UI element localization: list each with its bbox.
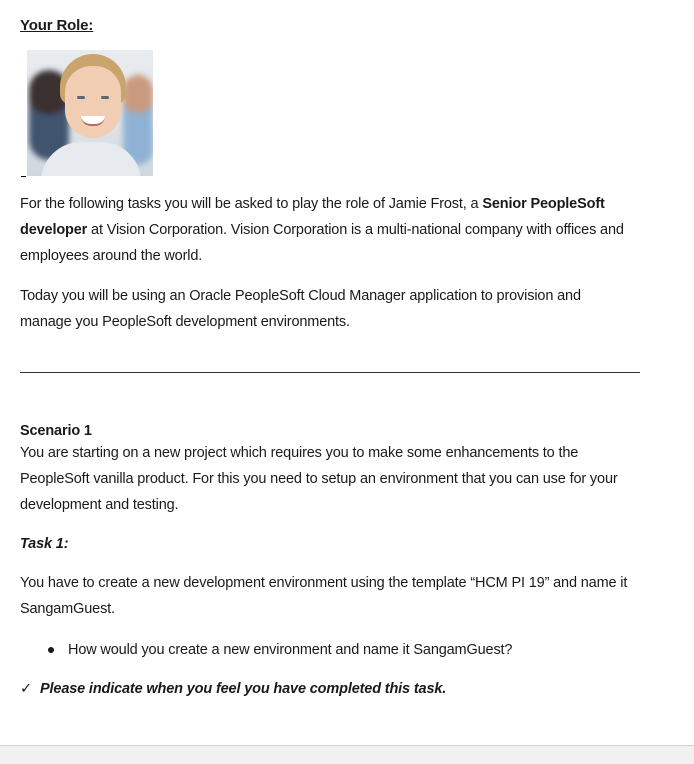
- task-title: Task 1:: [20, 536, 69, 552]
- checkmark-icon: ✓: [20, 681, 32, 697]
- bullet-icon: [48, 647, 54, 653]
- divider: [20, 372, 640, 373]
- profile-photo: [27, 50, 153, 176]
- scenario-title: Scenario 1: [20, 423, 92, 439]
- completion-text: Please indicate when you feel you have completed this task.: [40, 681, 447, 697]
- question-text: How would you create a new environment and name it SangamGuest?: [68, 642, 513, 658]
- task-text: You have to create a new development environment using the template “HCM PI 19” and name it SangamGuest.: [20, 575, 628, 617]
- page-footer-bar: [0, 745, 694, 764]
- completion-note: [20, 676, 446, 702]
- task-question: [48, 637, 512, 663]
- tools-paragraph: Today you will be using an Oracle PeopleSoft Cloud Manager application to provision and manage you PeopleSoft development environments.: [20, 288, 581, 330]
- stray-mark: [21, 176, 26, 177]
- role-title: Senior PeopleSoft developer: [20, 196, 605, 238]
- intro-text-end: at Vision Corporation. Vision Corporation is a multi-national company with offices and employees around the world.: [20, 222, 624, 264]
- role-heading: Your Role:: [20, 17, 94, 34]
- scenario-text: You are starting on a new project which requires you to make some enhancements to the PeopleSoft vanilla product. For this you need to setup an environment that you can use for your development and testing.: [20, 445, 618, 513]
- intro-text: For the following tasks you will be asked to play the role of Jamie Frost, a: [20, 196, 483, 212]
- intro-paragraph: [20, 191, 640, 269]
